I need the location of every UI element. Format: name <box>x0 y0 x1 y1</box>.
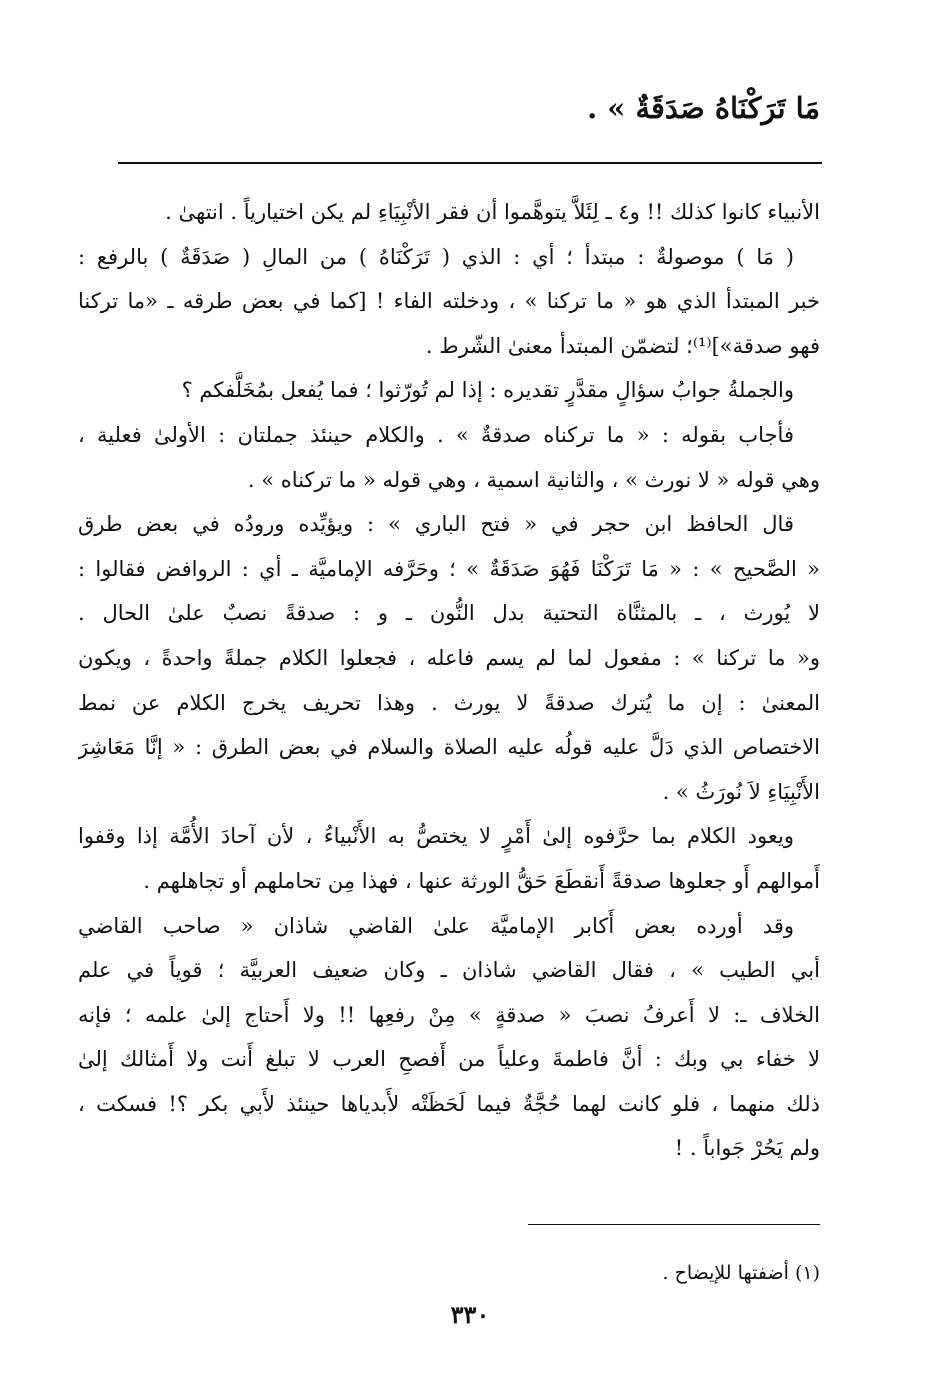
footnote-divider <box>528 1224 820 1225</box>
text-line: فهو صدقة»]⁽¹⁾؛ لتضمّن المبتدأ معنىٰ الشّرط . <box>425 333 820 358</box>
text-line: وهي قوله « لا نورث » ، والثانية اسمية ، وهي قوله « ما تركناه » . <box>247 467 820 492</box>
text-line: فأجاب بقوله : « ما تركناه صدقةٌ » . والكلام حينئذ جملتان : الأولىٰ فعلية ، <box>78 422 794 447</box>
text-line: وقد أورده بعض أَكابر الإماميَّة علىٰ القاضي شاذان « صاحب القاضي <box>78 913 794 938</box>
text-line: الخلاف ـ: لا أَعرفُ نصبَ « صدقةٍ » مِنْ رفعِها !! ولا أَحتاج إلىٰ علمه ؛ فإنه <box>78 1002 820 1027</box>
text-line: الاختصاص الذي دَلَّ عليه قولُه عليه الصلاة والسلام في بعض الطرق : « إنَّا مَعَاشِرَ <box>78 735 820 760</box>
text-line: لا خفاء بي وبك : أنَّ فاطمةَ وعلياً من أَفصحِ العرب لا تبلغ أَنت ولا أَمثالك إلىٰ <box>78 1047 820 1072</box>
text-line: ( مَا ) موصولةٌ : مبتدأ ؛ أي : الذي ( تَرَكْنَاهُ ) من المالِ ( صَدَقَةٌ ) بالرفع : <box>78 244 794 269</box>
text-line: قال الحافظ ابن حجر في « فتح الباري » : ويؤيِّده ورودُه في بعض طرق <box>78 512 794 537</box>
text-line: و« ما تركنا » : مفعول لما لم يسم فاعله ، فجعلوا الكلام جملةً واحدةً ، ويكون <box>78 645 820 670</box>
page-number: ٣٣٠ <box>450 1300 490 1329</box>
text-line: ولم يَحُرْ جَواباً . ! <box>674 1136 820 1161</box>
text-line: خبر المبتدأ الذي هو « ما تركنا » ، ودخلته الفاء ! [كما في بعض طرقه ـ «ما تركنا <box>78 289 820 314</box>
header-divider <box>118 162 822 164</box>
text-line: الأَنْبِيَاءِ لاَ نُورَثُ » . <box>662 779 820 804</box>
running-header-title: مَا تَرَكْنَاهُ صَدَقَةٌ » . <box>587 91 820 125</box>
body-text <box>78 190 820 1171</box>
text-line: المعنىٰ : إن ما يُترك صدقةً لا يورث . وهذا تحريف يخرج الكلام عن نمط <box>78 690 820 715</box>
text-line: « الصَّحيح » : « مَا تَرَكْنَا فَهُوَ صَدَقَةٌ » ؛ وحَرَّفه الإماميَّة ـ أي : الروافض فقالوا : <box>78 556 820 581</box>
text-line: لا يُورث ، ـ بالمثنَّاة التحتية بدل النُّون ـ و : صدقةً نصبٌ علىٰ الحال . <box>78 601 820 626</box>
text-line: الأنبياء كانوا كذلك !! و٤ ـ لِئَلاَّ يتوهَّموا أن فقر الأنْبِيَاءِ لم يكن اختيارياً . انتهىٰ . <box>165 200 820 224</box>
footnote: (١) أضفتها للإيضاح . <box>662 1262 820 1284</box>
text-line: والجملةُ جوابُ سؤالٍ مقدَّرٍ تقديره : إذا لم تُورّثوا ؛ فما يُفعل بمُخَلَّفكم ؟ <box>181 378 794 403</box>
text-line: أبي الطيب » ، فقال القاضي شاذان ـ وكان ضعيف العربيَّة ؛ قوياً في علم <box>78 958 820 983</box>
text-line: ذلك منهما ، فلو كانت لهما حُجَّةٌ فيما لَحَظَتْه لأَبدياها حينئذ لأَبي بكر ؟! فسكت ، <box>78 1091 820 1116</box>
text-line: أَموالهم أَو جعلوها صدقةً أَنقطَعَ حَقُّ الورثة عنها ، فهذا مِن تحاملهم أو تجاهلهم . <box>143 868 820 893</box>
text-line: ويعود الكلام بما حرَّفوه إلىٰ أَمْرٍ لا يختصُّ به الأَنْبياءُ ، لأن آحادَ الأُمَّة إذا وقفوا <box>78 824 794 849</box>
body-lines <box>78 190 820 1171</box>
